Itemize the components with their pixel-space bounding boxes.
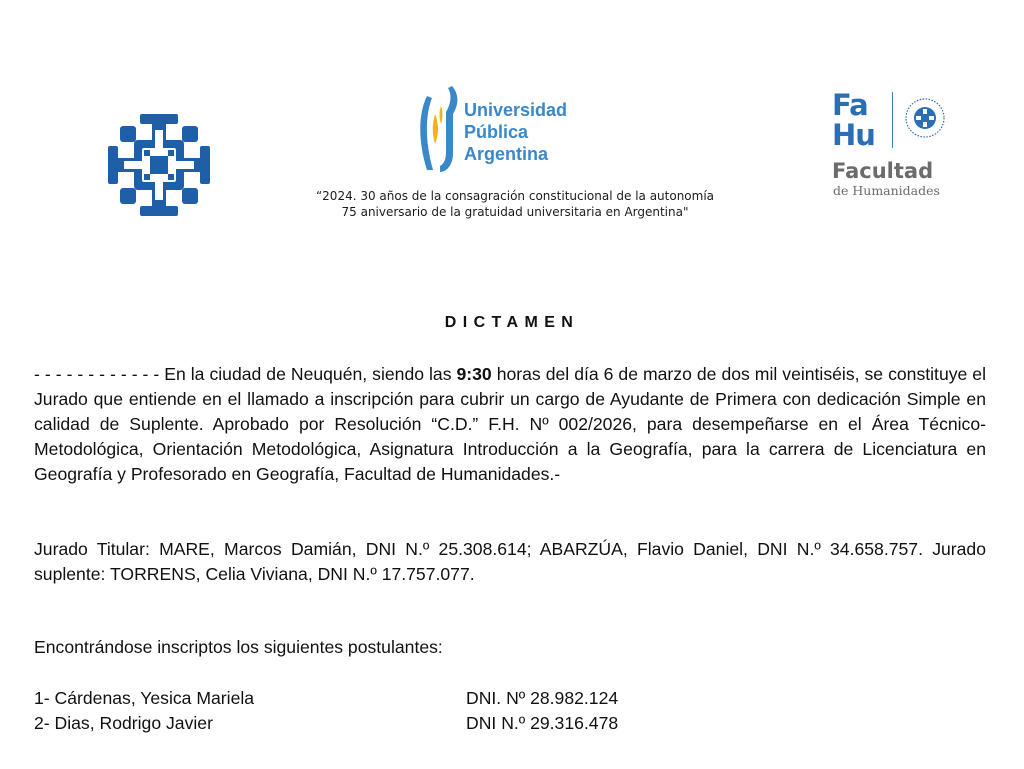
- fahu-subtitle: de Humanidades: [833, 183, 940, 198]
- motto-line-1: “2024. 30 años de la consagración constitucional de la autonomía: [315, 189, 715, 203]
- candidate-name: 2- Dias, Rodrigo Javier: [34, 713, 213, 733]
- paragraph-candidates-intro: Encontrándose inscriptos los siguientes postulantes:: [34, 637, 443, 657]
- candidate-row: [34, 711, 619, 736]
- fahu-mark-line-2: Hu: [832, 118, 875, 152]
- paragraph-constitution: [34, 362, 986, 487]
- upa-line-2: Pública: [464, 122, 529, 142]
- fahu-divider: [892, 92, 893, 148]
- letterhead: [0, 0, 1024, 240]
- unco-seal-emblem-icon: [94, 100, 224, 230]
- document-title: DICTAMEN: [444, 314, 580, 331]
- upa-logo: [415, 84, 615, 176]
- candidate-dni: DNI. Nº 28.982.124: [466, 688, 619, 708]
- fahu-name: Facultad: [832, 159, 934, 183]
- upa-torch-icon: [415, 84, 465, 174]
- paragraph-lead: - - - - - - - - - - - - En la ciudad de Neuquén, siendo las: [34, 364, 457, 384]
- unco-seal-logo: [94, 100, 224, 230]
- paragraph-rest: horas del día 6 de marzo de dos mil veintiséis, se constituye el Jurado que entiende en el llamado a inscripción para cubrir un cargo de Ayudante de Primera con dedicación Simple en calidad de Suplente. Aprobado por Resolución “C.D.” F.H. Nº 002/2026, para desempeñarse en el Área Técnico-Metodológica, Orientación Metodológica, Asignatura Introducción a la Geografía, para la carrera de Licenciatura en Geografía y Profesorado en Geografía, Facultad de Humanidades.-: [34, 364, 986, 484]
- candidate-dni: DNI N.º 29.316.478: [466, 713, 619, 733]
- fahu-mark-line-1: Fa: [832, 88, 868, 122]
- upa-wordmark: [464, 99, 567, 165]
- meeting-time: 9:30: [456, 364, 492, 384]
- motto-line-2: 75 aniversario de la gratuidad universitaria en Argentina": [341, 205, 689, 219]
- candidate-name: 1- Cárdenas, Yesica Mariela: [34, 688, 255, 708]
- paragraph-jury: Jurado Titular: MARE, Marcos Damián, DNI N.º 25.308.614; ABARZÚA, Flavio Daniel, DNI N.º 34.658.757. Jurado suplente: TORRENS, Celia Viviana, DNI N.º 17.757.077.: [34, 539, 986, 584]
- upa-line-1: Universidad: [464, 100, 568, 120]
- fahu-monogram: [832, 90, 875, 150]
- candidate-row: [34, 686, 619, 711]
- upa-line-3: Argentina: [464, 144, 549, 164]
- fahu-seal-icon: [904, 97, 946, 139]
- year-motto: [250, 188, 780, 220]
- fahu-logo: [832, 90, 962, 202]
